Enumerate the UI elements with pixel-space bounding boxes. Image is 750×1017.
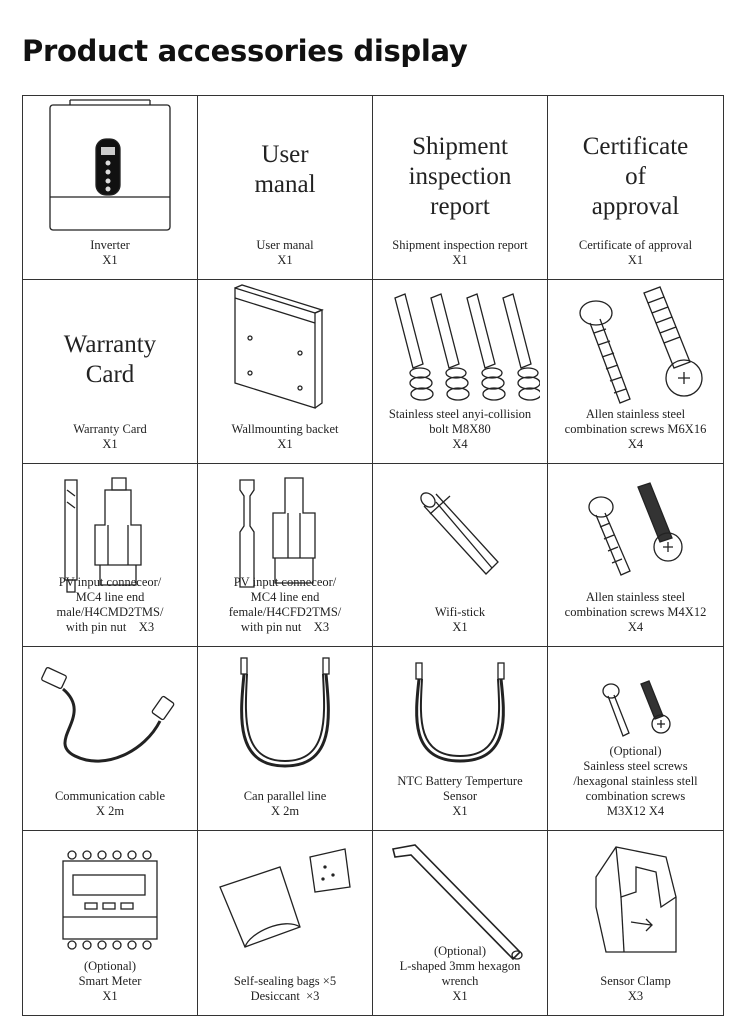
parallel-cable-icon xyxy=(198,653,372,778)
caption-line: Sensor Clamp xyxy=(600,974,671,988)
accessory-cell xyxy=(23,647,198,831)
caption-line: X4 xyxy=(452,436,468,451)
document-title xyxy=(198,140,372,200)
caption-line: male/H4CMD2TMS/ xyxy=(56,605,164,620)
caption-line: Certificate of approval xyxy=(578,237,693,252)
caption-line: Sainless steel screws xyxy=(583,759,688,774)
accessories-grid xyxy=(22,95,724,1016)
accessory-caption xyxy=(23,238,197,268)
sealing-bags-icon xyxy=(198,837,372,962)
accessory-caption xyxy=(548,407,723,452)
accessory-caption xyxy=(198,422,372,452)
caption-line: (Optional) xyxy=(83,959,137,973)
document-title-line: inspection xyxy=(408,163,512,190)
caption-line: X4 xyxy=(627,436,644,451)
caption-line: (Optional) xyxy=(609,744,662,759)
accessory-cell xyxy=(548,280,723,464)
caption-line: X 2m xyxy=(95,804,125,819)
accessory-cell xyxy=(198,280,373,464)
anchor-bolts-icon xyxy=(373,286,547,411)
caption-line: NTC Battery Temperture xyxy=(397,774,523,789)
caption-line: X1 xyxy=(102,436,118,451)
caption-line: X1 xyxy=(452,989,468,1003)
accessory-cell xyxy=(23,464,198,648)
caption-line: X1 xyxy=(452,620,468,635)
accessory-caption xyxy=(23,422,197,452)
document-title xyxy=(373,132,547,222)
accessory-cell xyxy=(23,96,198,280)
accessory-caption xyxy=(198,575,372,635)
caption-line: X1 xyxy=(277,436,293,451)
caption-line: X3 xyxy=(627,989,644,1003)
caption-line: female/H4CFD2TMS/ xyxy=(228,605,342,620)
caption-line: M3X12 X4 xyxy=(606,804,665,819)
caption-line: MC4 line end xyxy=(75,590,145,605)
caption-line: Self-sealing bags ×5 xyxy=(233,974,337,988)
wifi-stick-icon xyxy=(373,470,547,595)
caption-line: Stainless steel anyi-collision xyxy=(388,406,532,421)
document-title-line: approval xyxy=(591,193,680,220)
caption-line: X1 xyxy=(102,989,118,1003)
caption-line: User manal xyxy=(256,237,314,252)
caption-line: Warranty Card xyxy=(73,421,147,436)
caption-line: X1 xyxy=(452,804,468,819)
accessory-caption xyxy=(373,238,547,268)
accessory-caption xyxy=(23,575,197,635)
caption-line: combination screws xyxy=(585,789,686,804)
accessory-caption xyxy=(373,407,547,452)
screws-medium-icon xyxy=(548,470,723,595)
accessory-caption xyxy=(548,744,723,819)
caption-line: Inverter xyxy=(90,237,130,252)
sensor-clamp-icon xyxy=(548,837,723,962)
accessory-caption xyxy=(373,774,547,819)
document-title xyxy=(548,132,723,222)
accessory-cell xyxy=(23,280,198,464)
caption-line: X4 xyxy=(627,620,644,635)
caption-line: Can parallel line xyxy=(243,789,327,804)
caption-line: (Optional) xyxy=(433,944,487,958)
caption-line: X1 xyxy=(277,252,293,267)
caption-line: Wallmounting backet xyxy=(231,421,339,436)
caption-line: Smart Meter xyxy=(78,974,142,988)
page-title: Product accessories display xyxy=(22,34,468,68)
caption-line: PV input conneceor/ xyxy=(233,575,337,590)
caption-line: Communication cable xyxy=(54,789,166,804)
accessory-caption xyxy=(198,789,372,819)
caption-line: with pin nut X3 xyxy=(65,620,155,635)
caption-line: X1 xyxy=(102,252,118,267)
communication-cable-icon xyxy=(23,653,197,778)
accessory-caption xyxy=(548,238,723,268)
caption-line: with pin nut X3 xyxy=(240,620,330,635)
wall-bracket-icon xyxy=(198,286,372,411)
caption-line: L-shaped 3mm hexagon xyxy=(399,959,521,973)
caption-line: wrench xyxy=(441,974,479,988)
accessory-caption xyxy=(23,959,197,1004)
accessory-cell xyxy=(548,647,723,831)
caption-line: combination screws M4X12 xyxy=(564,605,707,620)
caption-line: X1 xyxy=(452,252,468,267)
caption-line: Allen stainless steel xyxy=(585,590,686,605)
ntc-sensor-icon xyxy=(373,653,547,778)
accessory-cell xyxy=(373,280,548,464)
smart-meter-icon xyxy=(23,837,197,962)
caption-line: Sensor xyxy=(442,789,478,804)
accessory-cell xyxy=(548,96,723,280)
document-title-line: Card xyxy=(85,360,135,388)
accessory-caption xyxy=(548,974,723,1004)
accessory-cell xyxy=(198,464,373,648)
caption-line: Shipment inspection report xyxy=(392,237,528,252)
accessory-cell xyxy=(548,464,723,648)
accessory-cell xyxy=(198,647,373,831)
document-title-line: Shipment xyxy=(412,133,508,160)
accessory-cell xyxy=(198,831,373,1015)
accessory-caption xyxy=(23,789,197,819)
caption-line: Wifi-stick xyxy=(434,605,486,620)
caption-line: PV input conneceor/ xyxy=(58,575,162,590)
accessory-caption xyxy=(198,238,372,268)
document-title-line: Warranty xyxy=(63,330,157,358)
caption-line: X1 xyxy=(627,252,644,267)
document-title-line: Certificate xyxy=(582,133,689,160)
document-title xyxy=(23,330,197,390)
document-title-line: User xyxy=(261,141,309,168)
accessory-cell xyxy=(198,96,373,280)
accessory-cell xyxy=(373,96,548,280)
caption-line: Desiccant ×3 xyxy=(250,989,320,1003)
document-title-line: of xyxy=(625,163,646,190)
accessory-cell xyxy=(23,831,198,1015)
screws-large-icon xyxy=(548,286,723,411)
accessory-cell xyxy=(373,464,548,648)
caption-line: combination screws M6X16 xyxy=(564,421,707,436)
accessory-caption xyxy=(373,605,547,635)
document-title-line: report xyxy=(430,193,490,220)
caption-line: /hexagonal stainless stell xyxy=(573,774,698,789)
accessory-caption xyxy=(198,974,372,1004)
accessory-caption xyxy=(373,944,547,1004)
caption-line: bolt M8X80 xyxy=(429,421,491,436)
caption-line: MC4 line end xyxy=(250,590,320,605)
accessory-cell xyxy=(548,831,723,1015)
accessory-cell xyxy=(373,647,548,831)
caption-line: Allen stainless steel xyxy=(585,406,686,421)
accessory-cell xyxy=(373,831,548,1015)
accessory-caption xyxy=(548,590,723,635)
document-title-line: manal xyxy=(254,171,316,198)
inverter-icon xyxy=(23,102,197,227)
caption-line: X 2m xyxy=(270,804,300,819)
